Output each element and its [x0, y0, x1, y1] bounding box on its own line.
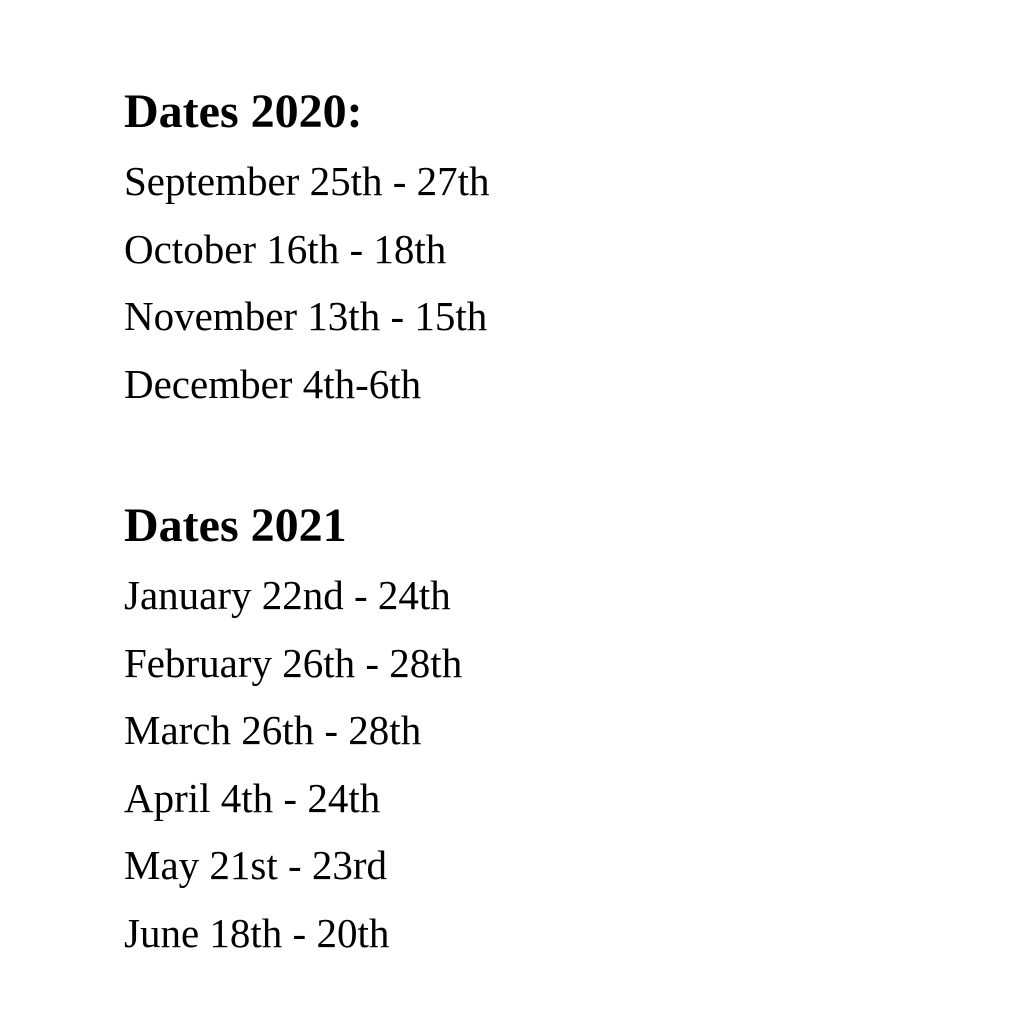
date-item: November 13th - 15th: [124, 293, 488, 339]
date-item: February 26th - 28th: [124, 639, 463, 686]
date-item: January 22nd - 24th: [124, 572, 451, 618]
date-item: June 18th - 20th: [124, 909, 390, 956]
date-list-2021: [124, 562, 462, 967]
date-item: March 26th - 28th: [124, 707, 422, 753]
date-item: April 4th - 24th: [124, 774, 381, 821]
dates-2020-section: [124, 80, 490, 418]
section-heading-2021: Dates 2021: [124, 499, 347, 552]
document-page: [124, 0, 1004, 1024]
date-item: October 16th - 18th: [124, 225, 447, 272]
date-item: September 25th - 27th: [124, 158, 490, 204]
date-item: May 21st - 23rd: [124, 842, 388, 888]
date-list-2020: [124, 148, 490, 418]
dates-2021-section: [124, 494, 462, 967]
section-heading-2020: Dates 2020:: [124, 85, 363, 138]
date-item: December 4th-6th: [124, 360, 422, 407]
